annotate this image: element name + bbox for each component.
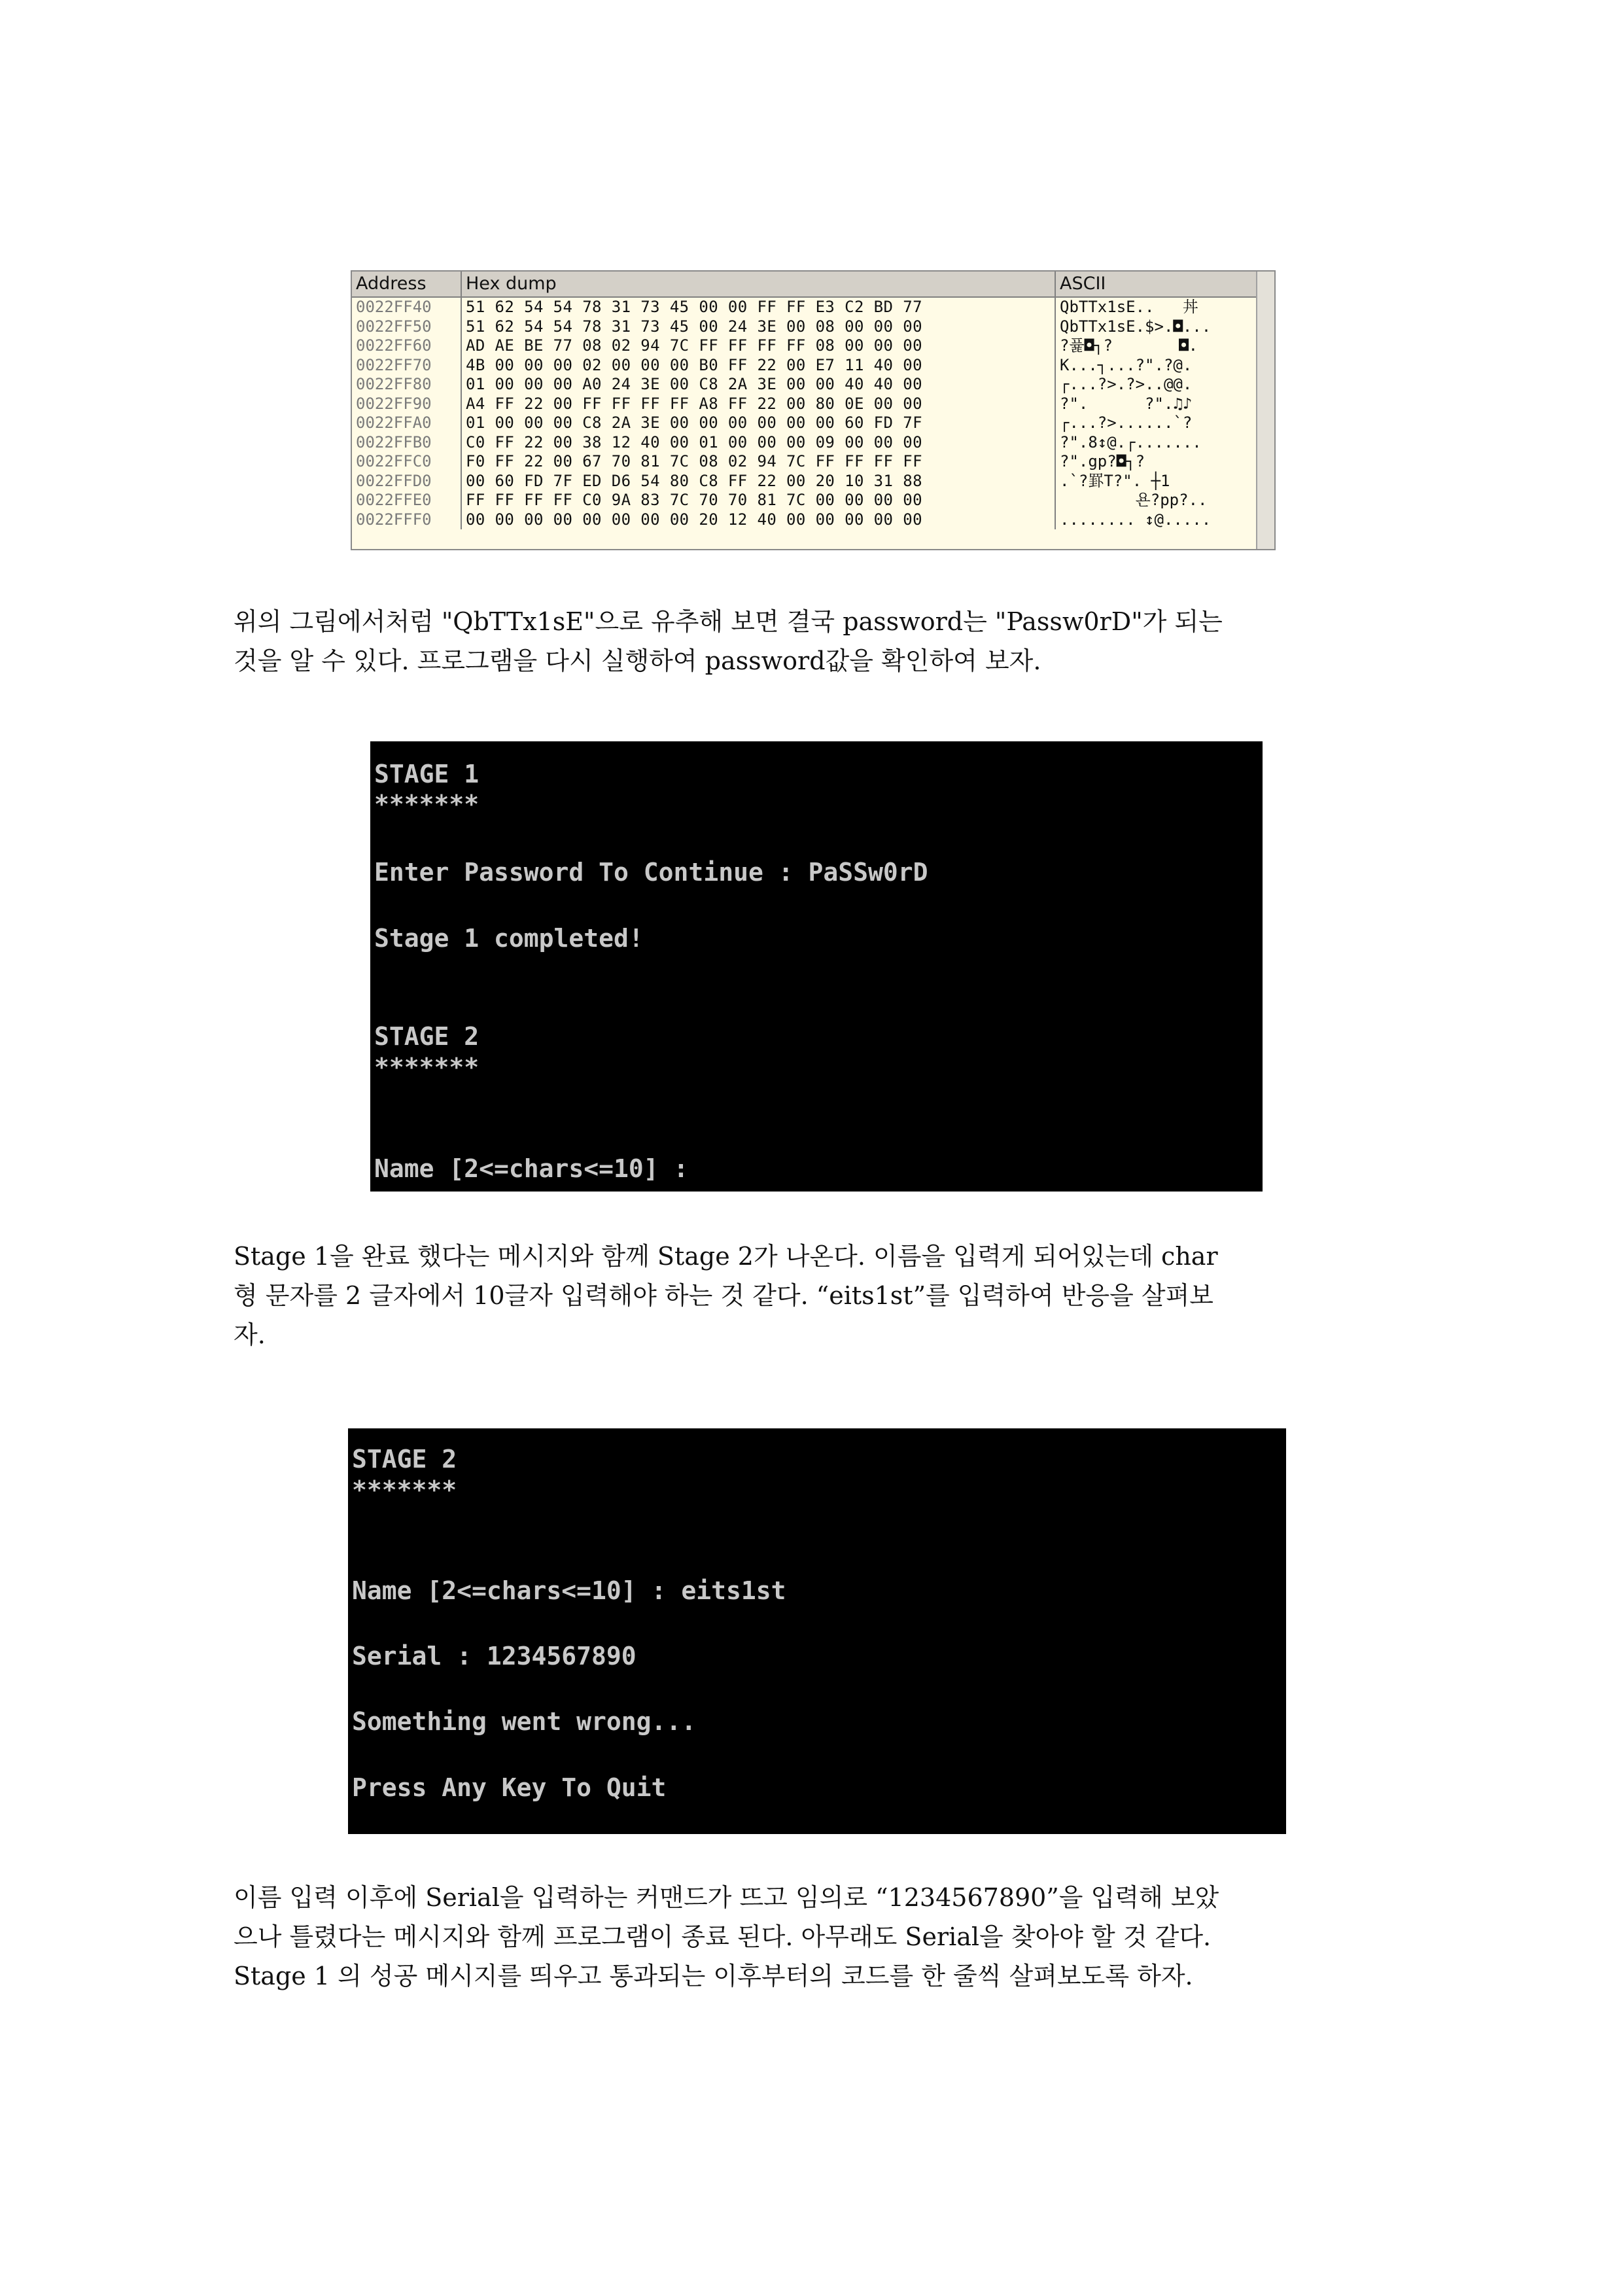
console-screenshot-stage2	[348, 1428, 1286, 1834]
console-line: Press Any Key To Quit	[352, 1773, 667, 1802]
hex-row[interactable]	[352, 510, 1257, 530]
console-line: Enter Password To Continue : PaSSw0rD	[374, 858, 928, 887]
console-line: Name [2<=chars<=10] : eits1st	[352, 1576, 786, 1605]
hex-row-address: 0022FFB0	[352, 433, 462, 453]
hex-row-bytes: 01 00 00 00 A0 24 3E 00 C8 2A 3E 00 00 40 40 00	[462, 375, 1056, 395]
hex-row-ascii: ?". ?".♫♪	[1060, 394, 1193, 413]
hex-row[interactable]	[352, 433, 1257, 453]
hex-row-address: 0022FF90	[352, 395, 462, 414]
hex-row-ascii: ?".gp?◘┐?	[1060, 452, 1145, 470]
paragraph-line: 형 문자를 2 글자에서 10글자 입력해야 하는 것 같다. “eits1st”를 입력하여 반응을 살펴보	[234, 1281, 1214, 1310]
hex-row-bytes: 00 00 00 00 00 00 00 00 20 12 40 00 00 00 00 00	[462, 510, 1056, 530]
console-line: *******	[374, 1053, 480, 1082]
hex-row[interactable]	[352, 317, 1257, 337]
hex-row[interactable]	[352, 298, 1257, 317]
paragraph-line: Stage 1 의 성공 메시지를 띄우고 통과되는 이후부터의 코드를 한 줄씩 살펴보도록 하자.	[234, 1962, 1193, 1990]
hex-row[interactable]	[352, 472, 1257, 491]
hex-row-address: 0022FF40	[352, 298, 462, 317]
hex-row-ascii: 욘?pp?..	[1060, 491, 1208, 509]
hex-row-bytes: 4B 00 00 00 02 00 00 00 B0 FF 22 00 E7 11 40 00	[462, 356, 1056, 376]
hex-column-header[interactable]: Hex dump	[462, 272, 1056, 296]
hex-row-ascii: QbTTx1sE.. 丼	[1060, 298, 1198, 316]
paragraph-stage2-explanation	[234, 1237, 1398, 1354]
hex-row-address: 0022FFF0	[352, 510, 462, 530]
console-line: Something went wrong...	[352, 1707, 697, 1736]
hex-row-address: 0022FFD0	[352, 472, 462, 491]
hex-row-ascii: QbTTx1sE.$>.◘...	[1060, 317, 1212, 336]
console-line: STAGE 1	[374, 760, 480, 788]
hex-row-ascii: ┌...?>.?>..@@.	[1060, 375, 1193, 393]
hex-row-address: 0022FF70	[352, 356, 462, 376]
hex-row-address: 0022FF60	[352, 336, 462, 356]
hex-row-address: 0022FFC0	[352, 452, 462, 472]
hex-dump-header	[352, 272, 1274, 298]
hex-row[interactable]	[352, 375, 1257, 395]
hex-row-bytes: C0 FF 22 00 38 12 40 00 01 00 00 00 09 00 00 00	[462, 433, 1056, 453]
hex-row-address: 0022FFE0	[352, 491, 462, 510]
hex-row[interactable]	[352, 414, 1257, 433]
vertical-scrollbar[interactable]	[1256, 272, 1274, 549]
address-column-header[interactable]: Address	[352, 272, 462, 296]
console-line: Stage 1 completed!	[374, 924, 644, 953]
hex-row-bytes: 51 62 54 54 78 31 73 45 00 24 3E 00 08 00 00 00	[462, 317, 1056, 337]
paragraph-line: Stage 1을 완료 했다는 메시지와 함께 Stage 2가 나온다. 이름을 입력게 되어있는데 char	[234, 1242, 1218, 1271]
hex-row[interactable]	[352, 336, 1257, 356]
console-line: *******	[352, 1475, 457, 1504]
console-line: Serial : 1234567890	[352, 1642, 637, 1670]
hex-row-bytes: 01 00 00 00 C8 2A 3E 00 00 00 00 00 00 60 FD 7F	[462, 414, 1056, 433]
console-screenshot-stage1	[370, 741, 1263, 1192]
hex-row-ascii: ........ ↕@.....	[1060, 510, 1212, 529]
paragraph-line: 자.	[234, 1320, 266, 1349]
hex-row-bytes: 00 60 FD 7F ED D6 54 80 C8 FF 22 00 20 10 31 88	[462, 472, 1056, 491]
console-line: *******	[374, 790, 480, 819]
paragraph-line: 으나 틀렸다는 메시지와 함께 프로그램이 종료 된다. 아무래도 Serial을 찾아야 할 것 같다.	[234, 1922, 1212, 1951]
hex-row-bytes: F0 FF 22 00 67 70 81 7C 08 02 94 7C FF FF FF FF	[462, 452, 1056, 472]
paragraph-serial-explanation	[234, 1878, 1398, 1996]
hex-row-address: 0022FF80	[352, 375, 462, 395]
ascii-column-header[interactable]: ASCII	[1060, 274, 1106, 294]
hex-row-bytes: FF FF FF FF C0 9A 83 7C 70 70 81 7C 00 00 00 00	[462, 491, 1056, 510]
paragraph-line: 위의 그림에서처럼 "QbTTx1sE"으로 유추해 보면 결국 password는 "Passw0rD"가 되는	[234, 607, 1223, 636]
hex-dump-rows	[352, 298, 1257, 529]
paragraph-password-explanation	[234, 602, 1398, 680]
hex-dump-panel	[351, 270, 1276, 550]
paragraph-line: 이름 입력 이후에 Serial을 입력하는 커맨드가 뜨고 임의로 “1234567890”을 입력해 보았	[234, 1883, 1219, 1912]
hex-row-ascii: ?".8↕@.┌.......	[1060, 433, 1202, 451]
hex-row[interactable]	[352, 356, 1257, 376]
console-line: STAGE 2	[352, 1445, 457, 1474]
hex-row-ascii: K...┐...?".?@.	[1060, 355, 1193, 374]
hex-row-bytes: 51 62 54 54 78 31 73 45 00 00 FF FF E3 C2 BD 77	[462, 298, 1056, 317]
hex-row-bytes: A4 FF 22 00 FF FF FF FF A8 FF 22 00 80 0E 00 00	[462, 395, 1056, 414]
hex-row-ascii: .`?罫T?". ┼1	[1060, 471, 1170, 490]
hex-row[interactable]	[352, 395, 1257, 414]
hex-row-ascii: ?퓵◘┐? ◘.	[1060, 336, 1198, 355]
hex-row-address: 0022FFA0	[352, 414, 462, 433]
console-line: STAGE 2	[374, 1022, 480, 1051]
hex-row[interactable]	[352, 452, 1257, 472]
paragraph-line: 것을 알 수 있다. 프로그램을 다시 실행하여 password값을 확인하여 보자.	[234, 646, 1041, 675]
console-line: Name [2<=chars<=10] :	[374, 1154, 689, 1183]
hex-row[interactable]	[352, 491, 1257, 510]
hex-row-address: 0022FF50	[352, 317, 462, 337]
hex-row-bytes: AD AE BE 77 08 02 94 7C FF FF FF FF 08 00 00 00	[462, 336, 1056, 356]
hex-row-ascii: ┌...?>......`?	[1060, 414, 1193, 432]
